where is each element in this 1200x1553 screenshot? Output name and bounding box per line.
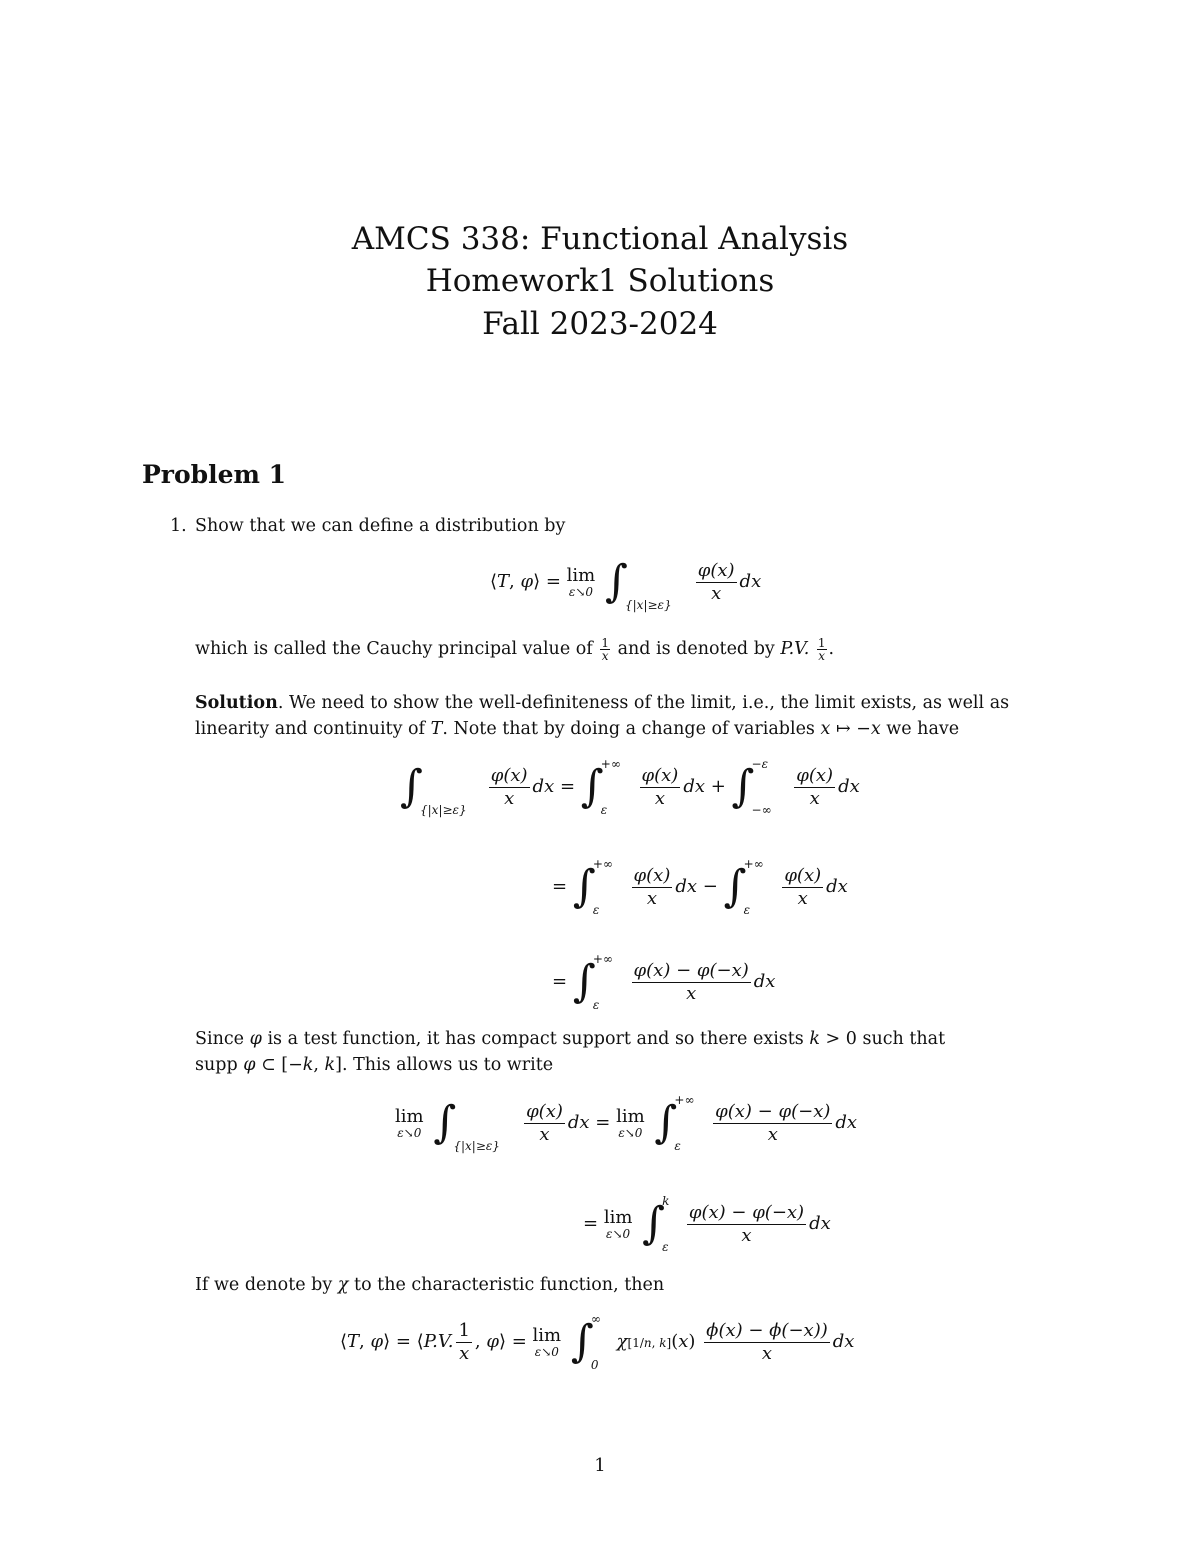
page-number: 1 bbox=[594, 1455, 606, 1476]
homework-title: Homework1 Solutions bbox=[425, 263, 775, 299]
change-of-variables-line-3: = ∫ +∞ ε $\frac{\varphi(x) - \varphi(-x)}{x}$ dx bbox=[552, 952, 776, 1012]
denote-text-a: If we denote by bbox=[195, 1275, 333, 1295]
solution-text-2a: linearity and continuity of bbox=[195, 719, 426, 739]
since-text-1b: is a test function, it has compact support and so there exists bbox=[267, 1029, 804, 1049]
characteristic-equation: ⟨T, φ⟩ = ⟨P.V. $\frac{1}{x}$ , φ⟩ = lim ε↘0 ∫ ∞ 0 χ[1/n, k](x) $\frac{\phi(x) - \phi(-x))}{x}$ dx bbox=[340, 1312, 855, 1372]
since-line-2: supp φ ⊂ [−k, k]. This allows us to write bbox=[195, 1055, 554, 1075]
definition-tail-text-1: which is called the Cauchy principal value of bbox=[195, 639, 593, 659]
denote-text-b: to the characteristic function, then bbox=[354, 1275, 665, 1295]
limit-equation-line-1: lim ε↘0 ∫ {|x|≥ε} $\frac{\varphi(x)}{x}$ dx = lim ε↘0 ∫ +∞ ε $\frac{\varphi(x) - \varphi(-x)}{x}$ dx bbox=[395, 1093, 858, 1153]
solution-line-2: linearity and continuity of T. Note that by doing a change of variables x ↦ −x we have bbox=[195, 719, 960, 739]
solution-text-2b: . Note that by doing a change of variables bbox=[442, 719, 815, 739]
since-text-2b: . This allows us to write bbox=[341, 1055, 554, 1075]
solution-text-2c: we have bbox=[886, 719, 960, 739]
since-text-2a: supp bbox=[195, 1055, 238, 1075]
solution-line-1 bbox=[195, 690, 1009, 716]
definition-tail: which is called the Cauchy principal value of $\frac{1}{x}$ and is denoted by P.V. $\frac{1}{x}$ . bbox=[195, 636, 835, 663]
definition-equation: ⟨T, φ⟩ = lim ε↘0 ∫ {|x|≥ε} $\frac{\varphi(x)}{x}$ dx bbox=[490, 556, 762, 612]
problem-statement: Show that we can define a distribution by bbox=[195, 516, 566, 536]
denote-line: If we denote by χ to the characteristic function, then bbox=[195, 1275, 665, 1295]
change-of-variables-line-1: ∫ {|x|≥ε} $\frac{\varphi(x)}{x}$ dx = ∫ +∞ ε $\frac{\varphi(x)}{x}$ dx + ∫ −ε −∞ $\frac{\varphi(x)}{x}$ dx bbox=[400, 757, 860, 817]
problem-heading: Problem 1 bbox=[142, 460, 287, 489]
since-text-1a: Since bbox=[195, 1029, 245, 1049]
course-title: AMCS 338: Functional Analysis bbox=[351, 221, 849, 257]
limit-equation-line-2: = lim ε↘0 ∫ k ε $\frac{\varphi(x) - \varphi(-x)}{x}$ dx bbox=[583, 1194, 831, 1254]
solution-text-1: . We need to show the well-definiteness of the limit, i.e., the limit exists, as well as bbox=[277, 693, 1010, 713]
definition-tail-text-2: and is denoted by bbox=[617, 639, 775, 659]
term-label: Fall 2023-2024 bbox=[482, 306, 718, 342]
since-text-1c: such that bbox=[862, 1029, 946, 1049]
since-line-1: Since φ is a test function, it has compact support and so there exists k > 0 such that bbox=[195, 1029, 946, 1049]
item-number: 1. bbox=[170, 516, 187, 536]
solution-label: Solution bbox=[195, 693, 278, 713]
change-of-variables-line-2: = ∫ +∞ ε $\frac{\varphi(x)}{x}$ dx − ∫ +∞ ε $\frac{\varphi(x)}{x}$ dx bbox=[552, 857, 848, 917]
